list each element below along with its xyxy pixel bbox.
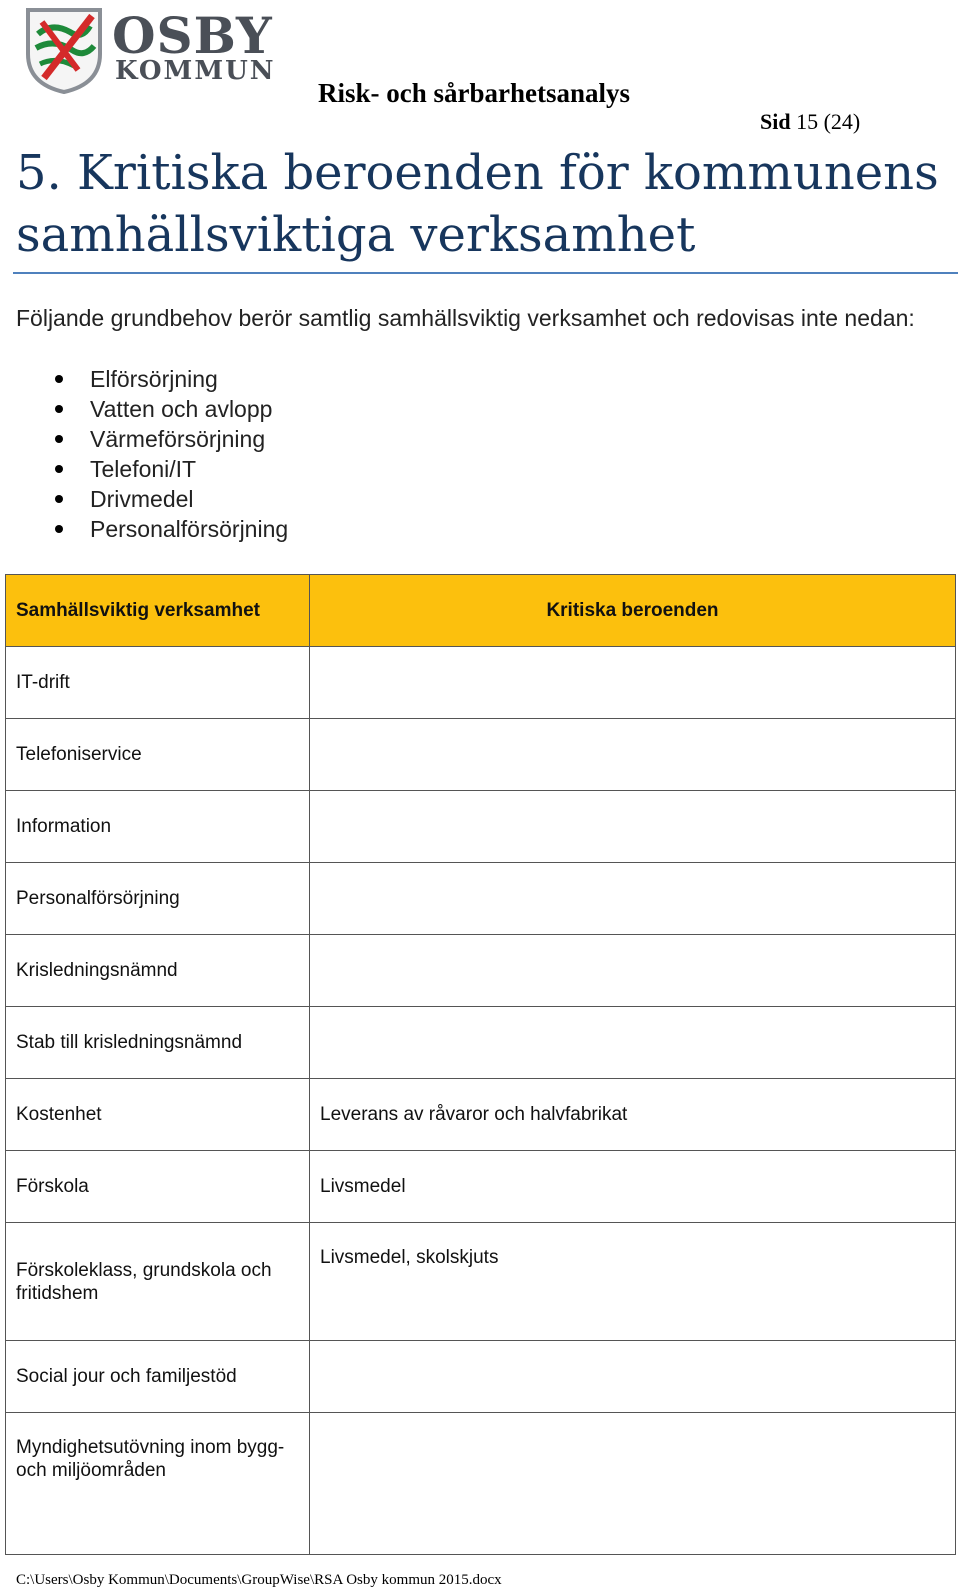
- bullet-icon: [55, 525, 63, 533]
- table-row: [6, 1079, 956, 1151]
- column-header-activity: Samhällsviktig verksamhet: [6, 575, 310, 647]
- logo-subtitle: KOMMUN: [115, 56, 276, 86]
- table-row: [6, 863, 956, 935]
- list-item-label: Personalförsörjning: [90, 516, 289, 542]
- activity-cell: Förskoleklass, grundskola och fritidshem: [6, 1223, 310, 1341]
- table-row: [6, 719, 956, 791]
- list-item-label: Telefoni/IT: [90, 456, 197, 482]
- basic-needs-list: [0, 364, 288, 544]
- dependency-cell: [310, 1007, 956, 1079]
- dependency-cell: [310, 863, 956, 935]
- dependency-cell: [310, 1413, 956, 1555]
- list-item-label: Värmeförsörjning: [90, 426, 266, 452]
- list-item: [0, 424, 288, 454]
- bullet-icon: [55, 435, 63, 443]
- activity-cell: IT-drift: [6, 647, 310, 719]
- activity-cell: Social jour och familjestöd: [6, 1341, 310, 1413]
- list-item: [0, 394, 288, 424]
- activity-cell: Telefoniservice: [6, 719, 310, 791]
- table-row: [6, 791, 956, 863]
- list-item: [0, 484, 288, 514]
- table-row: [6, 647, 956, 719]
- activity-cell: Information: [6, 791, 310, 863]
- page-number: [760, 108, 860, 136]
- dependency-cell: [310, 935, 956, 1007]
- bullet-icon: [55, 495, 63, 503]
- column-header-dependencies: Kritiska beroenden: [310, 575, 956, 647]
- activity-cell: Stab till krisledningsnämnd: [6, 1007, 310, 1079]
- bullet-icon: [55, 465, 63, 473]
- table-header-row: [6, 575, 956, 647]
- bullet-icon: [55, 375, 63, 383]
- dependency-cell: [310, 1341, 956, 1413]
- dependencies-table: [5, 574, 956, 1555]
- table-row: [6, 1413, 956, 1555]
- dependency-cell: [310, 647, 956, 719]
- dependency-cell: Leverans av råvaror och halvfabrikat: [310, 1079, 956, 1151]
- osby-kommun-logo: [24, 4, 276, 96]
- list-item: [0, 514, 288, 544]
- table-row: [6, 935, 956, 1007]
- table-row: [6, 1151, 956, 1223]
- dependency-cell: Livsmedel: [310, 1151, 956, 1223]
- activity-cell: Kostenhet: [6, 1079, 310, 1151]
- table-row: [6, 1223, 956, 1341]
- list-item: [0, 364, 288, 394]
- dependency-cell: [310, 791, 956, 863]
- page-label: Sid: [760, 109, 791, 134]
- bullet-icon: [55, 405, 63, 413]
- activity-cell: Myndighetsutövning inom bygg- och miljöområden: [6, 1413, 310, 1555]
- section-heading: 5. Kritiska beroenden för kommunens samhällsviktiga verksamhet: [16, 145, 939, 263]
- list-item: [0, 454, 288, 484]
- heading-divider: [13, 272, 958, 274]
- document-title: Risk- och sårbarhetsanalys: [318, 78, 631, 108]
- logo-name: OSBY: [112, 6, 273, 65]
- dependency-cell: Livsmedel, skolskjuts: [310, 1223, 956, 1341]
- footer-file-path: C:\Users\Osby Kommun\Documents\GroupWise\RSA Osby kommun 2015.docx: [16, 1572, 502, 1588]
- activity-cell: Förskola: [6, 1151, 310, 1223]
- table-row: [6, 1007, 956, 1079]
- list-item-label: Drivmedel: [90, 486, 194, 512]
- list-item-label: Elförsörjning: [90, 366, 218, 392]
- dependency-cell: [310, 719, 956, 791]
- activity-cell: Krisledningsnämnd: [6, 935, 310, 1007]
- coat-of-arms-icon: [24, 4, 104, 94]
- activity-cell: Personalförsörjning: [6, 863, 310, 935]
- page-count: 15 (24): [796, 109, 861, 134]
- intro-paragraph: Följande grundbehov berör samtlig samhällsviktig verksamhet och redovisas inte nedan:: [16, 305, 915, 331]
- list-item-label: Vatten och avlopp: [90, 396, 273, 422]
- table-row: [6, 1341, 956, 1413]
